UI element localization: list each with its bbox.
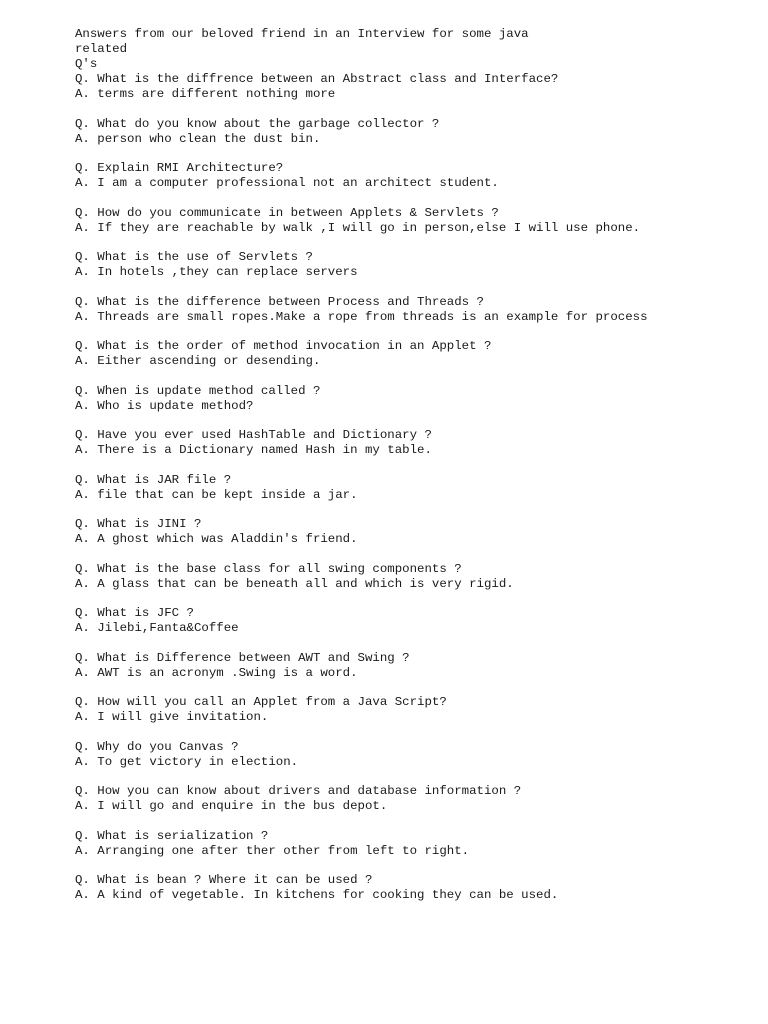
answer-text: A. A glass that can be beneath all and which is very rigid.	[75, 576, 514, 591]
question-text: Q. Have you ever used HashTable and Dictionary ?	[75, 428, 432, 442]
answer-text: A. Either ascending or desending.	[75, 354, 321, 368]
question-text: Q. What is JAR file ?	[75, 472, 232, 487]
answer-text: A. A ghost which was Aladdin's friend.	[75, 532, 358, 546]
document-page	[75, 27, 735, 903]
qa-item	[75, 339, 735, 369]
qa-item	[75, 740, 735, 770]
answer-text: A. In hotels ,they can replace servers	[75, 265, 358, 279]
question-text: Q. When is update method called ?	[75, 383, 321, 398]
qa-item	[75, 873, 735, 903]
answer-text: A. A kind of vegetable. In kitchens for cooking they can be used.	[75, 888, 559, 902]
answer-text: A. person who clean the dust bin.	[75, 131, 321, 146]
answer-text: A. Jilebi,Fanta&Coffee	[75, 621, 239, 635]
qa-item	[75, 250, 735, 280]
qa-item	[75, 72, 735, 102]
qa-item	[75, 117, 735, 147]
qa-item	[75, 784, 735, 814]
intro-line: related	[75, 42, 128, 56]
qa-item	[75, 473, 735, 503]
question-text: Q. What do you know about the garbage collector ?	[75, 116, 440, 131]
qa-item	[75, 829, 735, 859]
qa-item	[75, 384, 735, 414]
intro-heading	[75, 27, 735, 72]
question-text: Q. What is bean ? Where it can be used ?	[75, 873, 373, 887]
qa-item	[75, 695, 735, 725]
question-text: Q. What is Difference between AWT and Swing ?	[75, 650, 410, 665]
answer-text: A. I will go and enquire in the bus depot.	[75, 799, 388, 813]
question-text: Q. How do you communicate in between Applets & Servlets ?	[75, 205, 499, 220]
answer-text: A. Who is update method?	[75, 398, 254, 413]
qa-item	[75, 206, 735, 236]
answer-text: A. If they are reachable by walk ,I will go in person,else I will use phone.	[75, 220, 641, 235]
question-text: Q. What is JINI ?	[75, 517, 202, 531]
question-text: Q. What is the order of method invocation in an Applet ?	[75, 339, 492, 353]
answer-text: A. I am a computer professional not an architect student.	[75, 176, 499, 190]
question-text: Q. What is the base class for all swing components ?	[75, 561, 462, 576]
answer-text: A. Threads are small ropes.Make a rope from threads is an example for process	[75, 309, 648, 324]
intro-line: Q's	[75, 57, 98, 71]
answer-text: A. I will give invitation.	[75, 710, 269, 724]
question-text: Q. What is the use of Servlets ?	[75, 250, 313, 264]
qa-item	[75, 295, 735, 325]
answer-text: A. AWT is an acronym .Swing is a word.	[75, 665, 358, 680]
answer-text: A. terms are different nothing more	[75, 87, 336, 101]
answer-text: A. To get victory in election.	[75, 754, 299, 769]
qa-item	[75, 562, 735, 592]
qa-item	[75, 428, 735, 458]
qa-item	[75, 606, 735, 636]
question-text: Q. What is JFC ?	[75, 606, 194, 620]
question-text: Q. What is serialization ?	[75, 828, 269, 843]
question-text: Q. Why do you Canvas ?	[75, 739, 239, 754]
qa-item	[75, 161, 735, 191]
question-text: Q. What is the difference between Process and Threads ?	[75, 294, 484, 309]
qa-item	[75, 517, 735, 547]
question-text: Q. How will you call an Applet from a Java Script?	[75, 695, 447, 709]
question-text: Q. How you can know about drivers and database information ?	[75, 784, 522, 798]
qa-item	[75, 651, 735, 681]
question-text: Q. What is the diffrence between an Abstract class and Interface?	[75, 72, 559, 86]
answer-text: A. file that can be kept inside a jar.	[75, 487, 358, 502]
intro-line: Answers from our beloved friend in an Interview for some java	[75, 27, 529, 41]
answer-text: A. Arranging one after ther other from left to right.	[75, 843, 470, 858]
question-text: Q. Explain RMI Architecture?	[75, 161, 284, 175]
answer-text: A. There is a Dictionary named Hash in my table.	[75, 443, 432, 457]
